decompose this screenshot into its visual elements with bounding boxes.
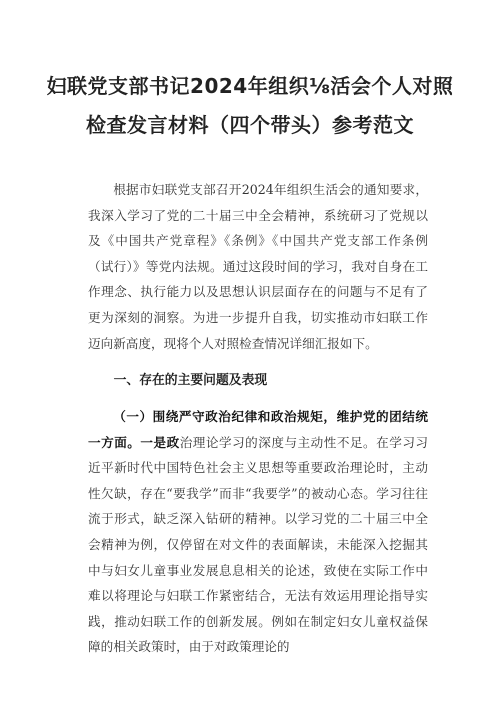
document-title-line-1: 妇联党支部书记2024年组织⅛活会个人对照 bbox=[46, 74, 454, 98]
document-title-line-2: 检查发言材料（四个带头）参考范文 bbox=[86, 113, 414, 137]
subsection-paragraph bbox=[88, 404, 428, 660]
section-heading: 一、存在的主要问题及表现 bbox=[113, 373, 268, 388]
subsection-text: 治理论学习的深度与主动性不足。在学习习近平新时代中国特色社会主义思想等重要政治理论时，主动性欠缺，存在“要我学”而非“我要学”的被动心态。学习往往流于形式，缺乏深入钻研的精神。以学习党的二十届三中全会精神为例，仅停留在对文件的表面解读，未能深入挖掘其中与妇女儿童事业发展息息相关的论述，致使在实际工作中难以将理论与妇联工作紧密结合，无法有效运用理论指导实践，推动妇联工作的创新发展。例如在制定妇女儿童权益保障的相关政策时，由于对政策理论的 bbox=[88, 434, 429, 655]
subsection-heading: （一）围绕严守政治纪律和政治规矩，维护党的团结统一方面。 bbox=[88, 409, 428, 450]
intro-paragraph: 根据市妇联党支部召开2024年组织生活会的通知要求，我深入学习了党的二十届三中全会精神，系统研习了党规以及《中国共产党章程》《条例》《中国共产党支部工作条例（试行）》等党内法规。通过这段时间的学习，我对自身在工作理念、执行能力以及思想认识层面存在的问题与不足有了更为深刻的洞察。为进一步提升自我，切实推动市妇联工作迈向新高度，现将个人对照检查情况详细汇报如下。 bbox=[88, 182, 428, 351]
subsection-lead: 一是政 bbox=[140, 434, 180, 450]
